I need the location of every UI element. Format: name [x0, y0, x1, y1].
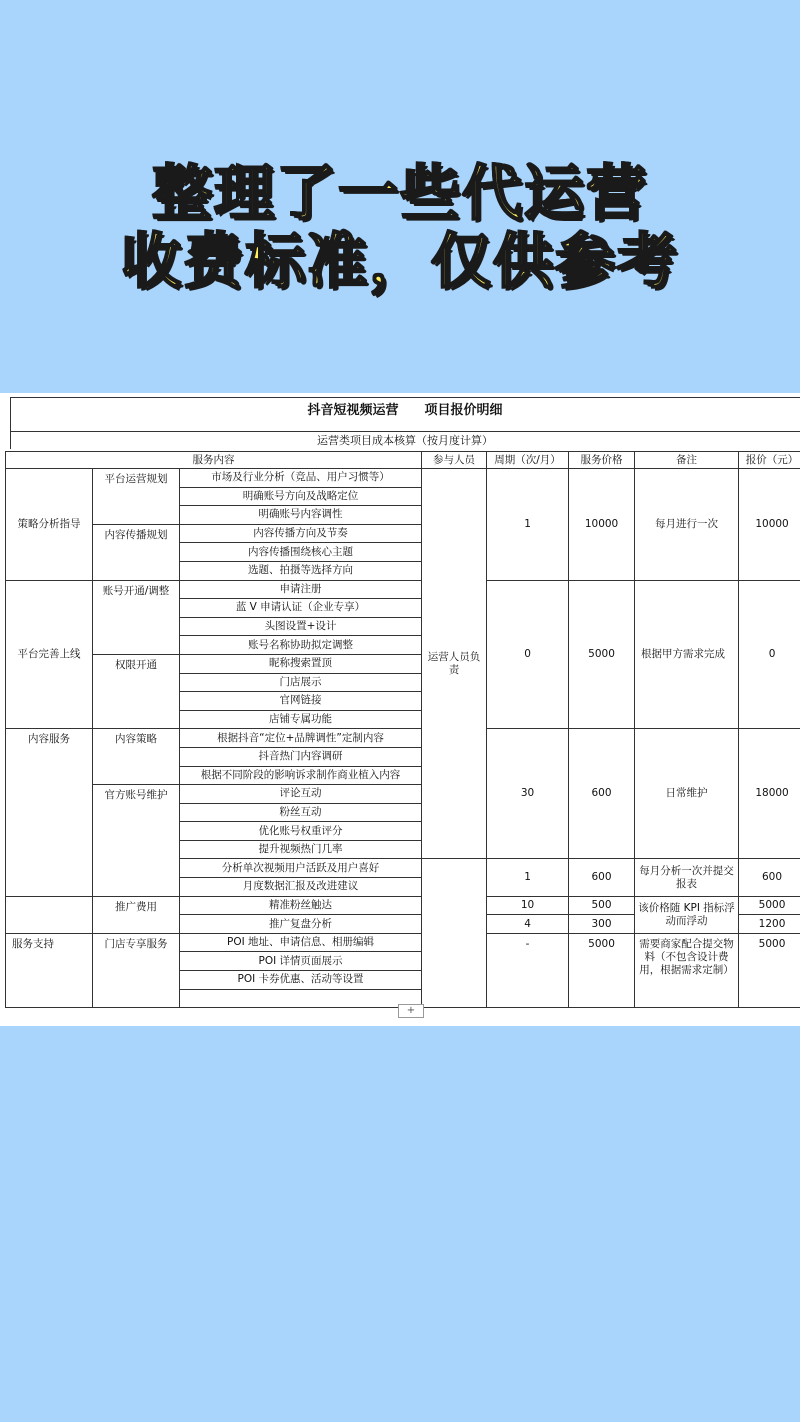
item-cell: 店铺专属功能: [180, 710, 422, 729]
subcategory-cell: 门店专享服务: [93, 933, 180, 1007]
quote-cell: 18000: [739, 729, 800, 859]
table-row: [6, 729, 800, 748]
headline: [0, 160, 800, 296]
item-cell: 抖音热门内容调研: [180, 747, 422, 766]
item-cell: 优化账号权重评分: [180, 822, 422, 841]
header-note: 备注: [635, 452, 739, 469]
table-row: [6, 580, 800, 599]
item-cell: 提升视频热门几率: [180, 840, 422, 859]
quote-table: [5, 451, 800, 1008]
period-cell: 10: [487, 896, 569, 915]
quote-cell: 0: [739, 580, 800, 729]
table-row: [6, 896, 800, 915]
note-cell: 需要商家配合提交物料（不包含设计费用，根据需求定制）: [635, 933, 739, 1007]
category-cell-empty: [6, 896, 93, 933]
note-cell: 根据甲方需求完成: [635, 580, 739, 729]
header-staff: 参与人员: [422, 452, 487, 469]
item-cell: 官网链接: [180, 692, 422, 711]
item-cell: POI 卡券优惠、活动等设置: [180, 971, 422, 990]
item-cell: POI 详情页面展示: [180, 952, 422, 971]
subcategory-cell: 内容传播规划: [93, 524, 180, 580]
header-service: 服务内容: [6, 452, 422, 469]
item-cell: 账号名称协助拟定调整: [180, 636, 422, 655]
period-cell: 1: [487, 469, 569, 581]
table-row: [6, 933, 800, 952]
subcategory-cell: 平台运营规划: [93, 469, 180, 525]
subcategory-cell: 官方账号维护: [93, 785, 180, 897]
item-cell: 根据抖音“定位+品牌调性”定制内容: [180, 729, 422, 748]
quote-cell: 600: [739, 859, 800, 896]
item-cell: 蓝 V 申请认证（企业专享）: [180, 599, 422, 618]
item-cell: 市场及行业分析（竞品、用户习惯等）: [180, 469, 422, 488]
category-cell: 策略分析指导: [6, 469, 93, 581]
note-cell: 每月进行一次: [635, 469, 739, 581]
price-cell: 600: [569, 859, 635, 896]
item-cell: 明确账号方向及战略定位: [180, 487, 422, 506]
header-period: 周期（次/月）: [487, 452, 569, 469]
item-cell: 推广复盘分析: [180, 915, 422, 934]
price-cell: 300: [569, 915, 635, 934]
category-cell: 内容服务: [6, 729, 93, 896]
add-row-button[interactable]: +: [398, 1004, 424, 1018]
item-cell: 评论互动: [180, 785, 422, 804]
sheet-title: 抖音短视频运营 项目报价明细: [307, 403, 503, 418]
price-cell: 5000: [569, 933, 635, 1007]
price-cell: 500: [569, 896, 635, 915]
sheet-subtitle: 运营类项目成本核算（按月度计算）: [317, 434, 493, 447]
period-cell: 1: [487, 859, 569, 896]
period-cell: 4: [487, 915, 569, 934]
header-quote: 报价（元）: [739, 452, 800, 469]
table-header-row: [6, 452, 800, 469]
item-cell: 选题、拍摄等选择方向: [180, 561, 422, 580]
subcategory-cell: 账号开通/调整: [93, 580, 180, 654]
staff-cell: 运营人员负责: [422, 469, 487, 859]
header-price: 服务价格: [569, 452, 635, 469]
category-cell: 服务支持: [6, 933, 93, 1007]
note-cell: 该价格随 KPI 指标浮动而浮动: [635, 896, 739, 933]
subcategory-cell: 推广费用: [93, 896, 180, 933]
staff-cell-cont: [422, 859, 487, 1008]
price-cell: 5000: [569, 580, 635, 729]
item-cell: 头图设置+设计: [180, 617, 422, 636]
item-cell-empty: [180, 989, 422, 1008]
period-cell: 0: [487, 580, 569, 729]
quote-cell: 5000: [739, 933, 800, 1007]
headline-line-2: 收费标准，仅供参考: [121, 227, 679, 297]
item-cell: 门店展示: [180, 673, 422, 692]
price-cell: 10000: [569, 469, 635, 581]
item-cell: 月度数据汇报及改进建议: [180, 878, 422, 897]
period-cell: -: [487, 933, 569, 1007]
item-cell: 昵称搜索置顶: [180, 654, 422, 673]
item-cell: 根据不同阶段的影响诉求制作商业植入内容: [180, 766, 422, 785]
item-cell: 明确账号内容调性: [180, 506, 422, 525]
sheet-border: [10, 431, 800, 432]
subcategory-cell: 权限开通: [93, 654, 180, 728]
table-row: [6, 469, 800, 488]
category-cell: 平台完善上线: [6, 580, 93, 729]
subcategory-cell: 内容策略: [93, 729, 180, 785]
item-cell: 内容传播围绕核心主题: [180, 543, 422, 562]
headline-line-1: 整理了一些代运营: [152, 159, 648, 229]
quote-cell: 5000: [739, 896, 800, 915]
quote-sheet: [0, 393, 800, 1026]
item-cell: 申请注册: [180, 580, 422, 599]
item-cell: 粉丝互动: [180, 803, 422, 822]
item-cell: 分析单次视频用户活跃及用户喜好: [180, 859, 422, 878]
quote-cell: 10000: [739, 469, 800, 581]
note-cell: 每月分析一次并提交报表: [635, 859, 739, 896]
note-cell: 日常维护: [635, 729, 739, 859]
price-cell: 600: [569, 729, 635, 859]
quote-cell: 1200: [739, 915, 800, 934]
item-cell: 内容传播方向及节奏: [180, 524, 422, 543]
item-cell: POI 地址、申请信息、相册编辑: [180, 933, 422, 952]
period-cell: 30: [487, 729, 569, 859]
item-cell: 精准粉丝触达: [180, 896, 422, 915]
